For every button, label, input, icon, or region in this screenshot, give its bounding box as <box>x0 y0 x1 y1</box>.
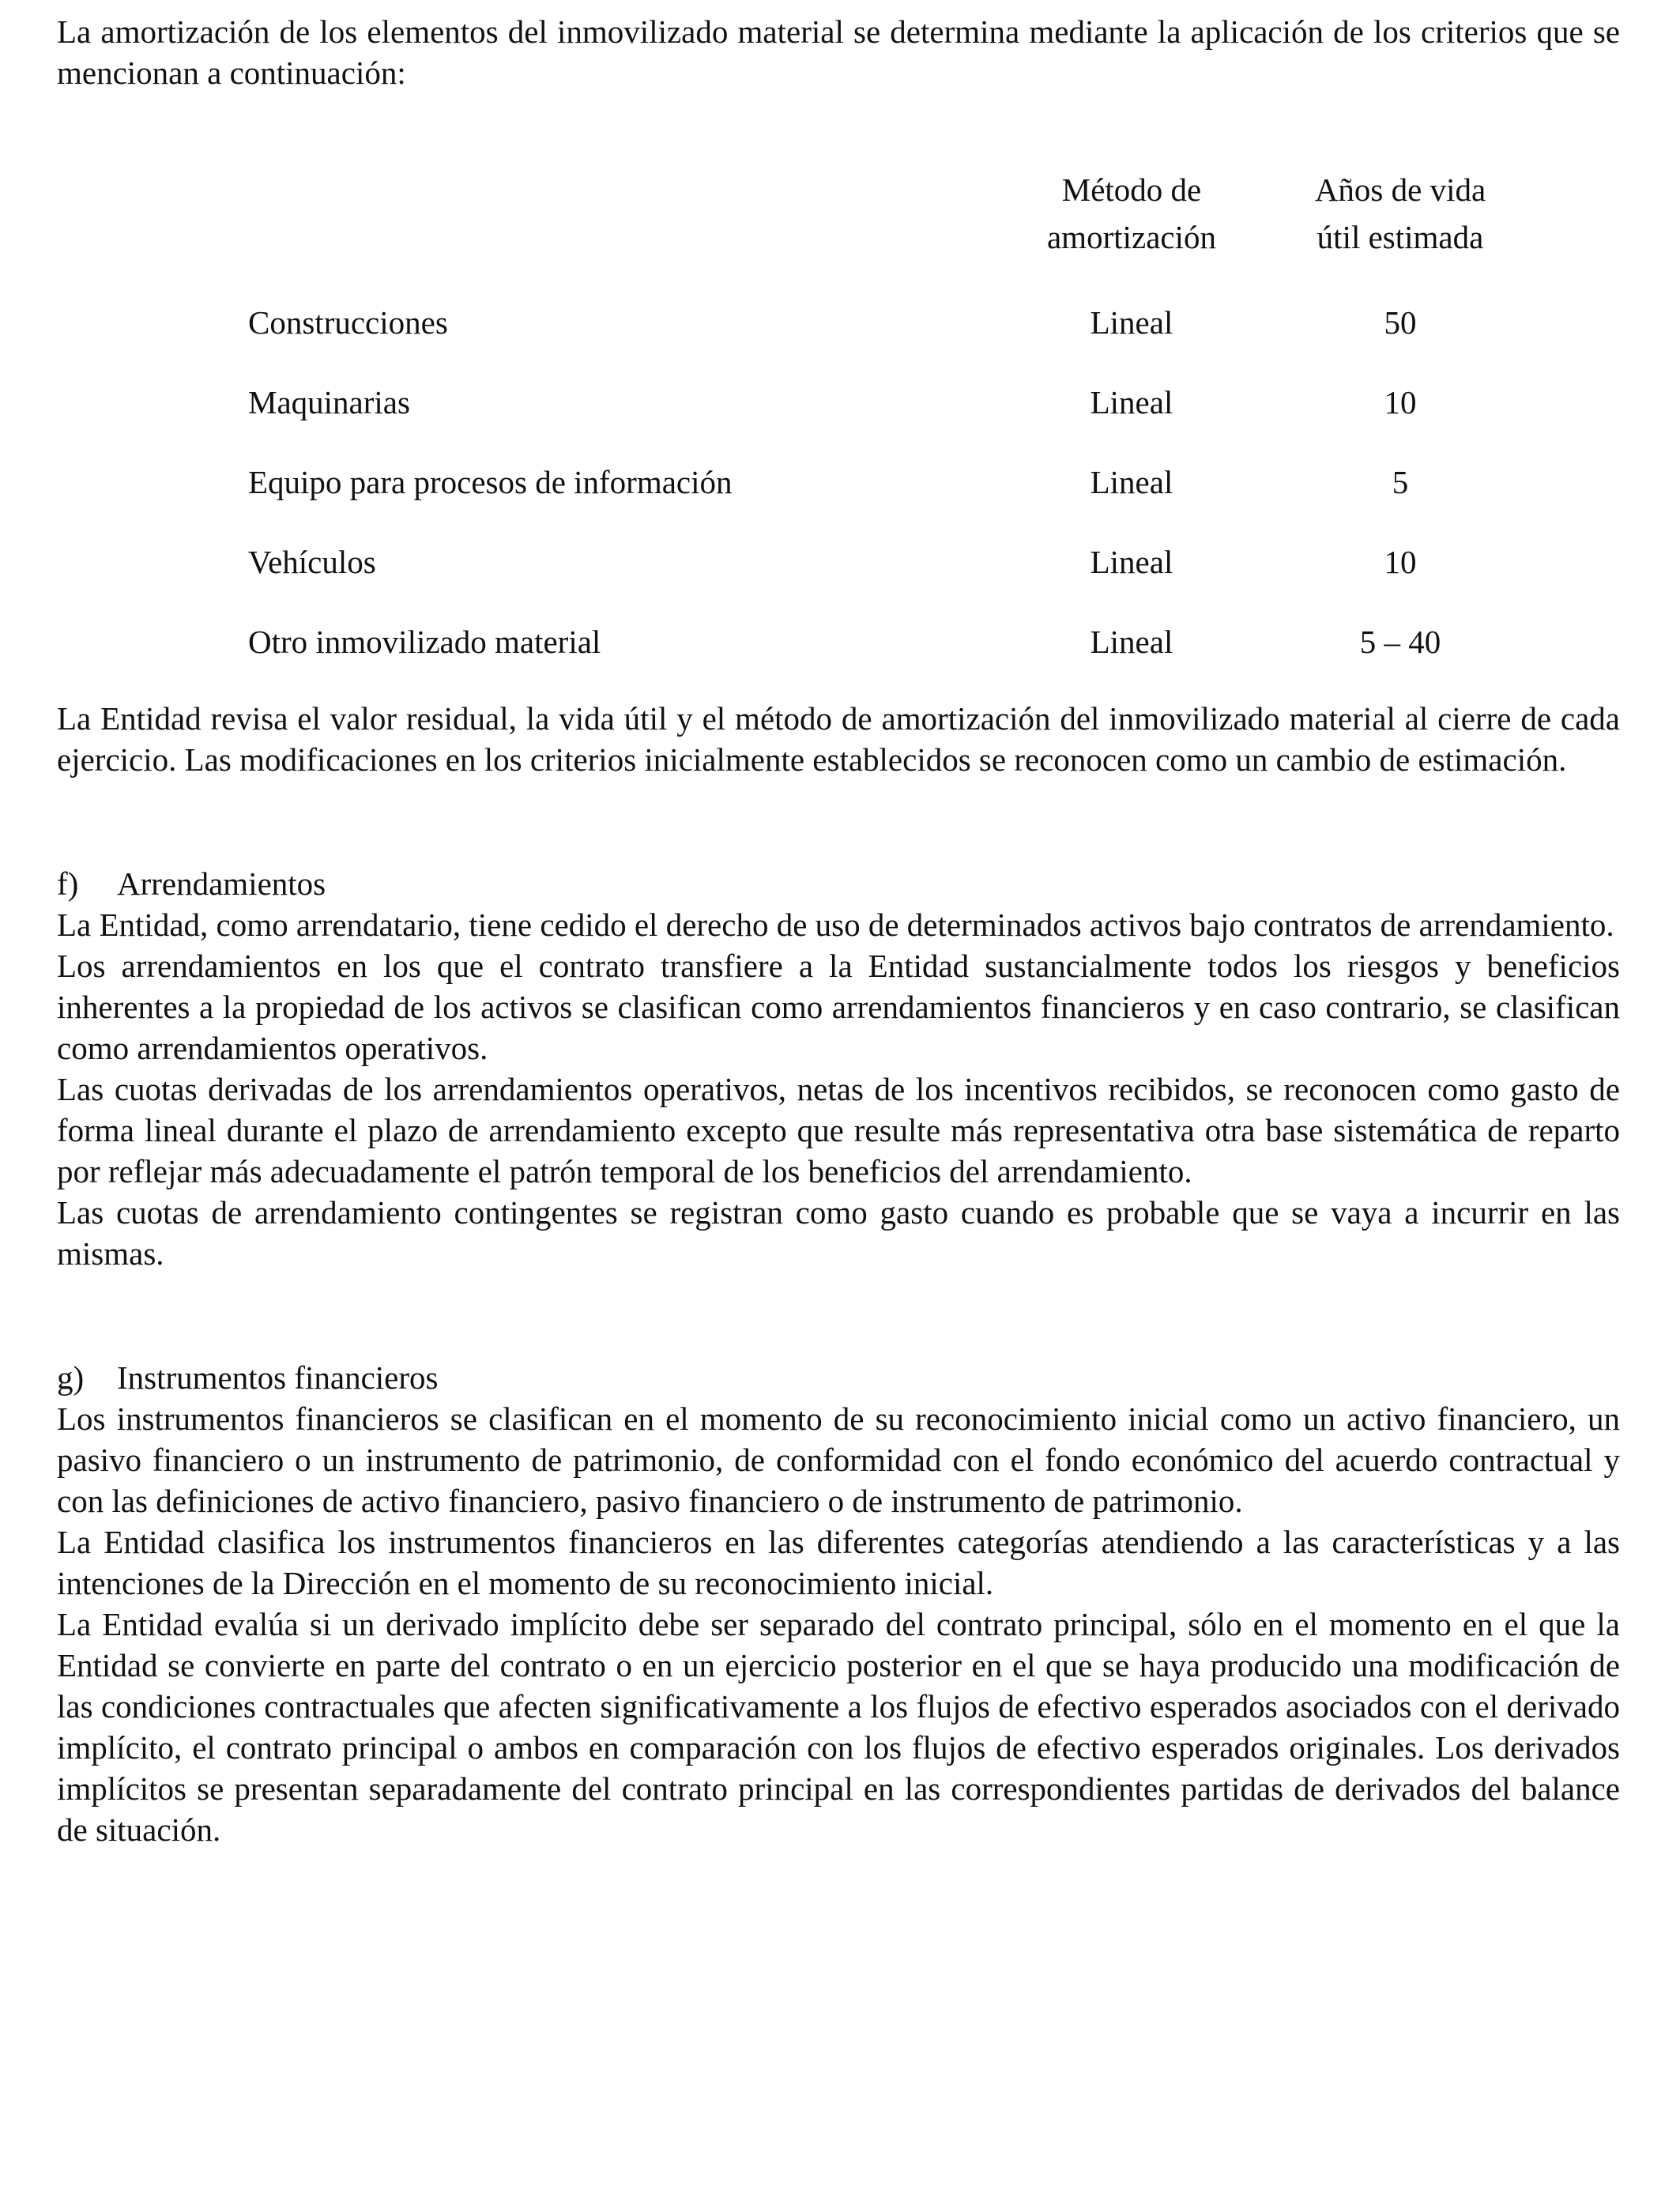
section-heading-leases <box>57 863 1620 904</box>
table-row <box>57 458 1620 538</box>
row-years: 5 – 40 <box>1359 624 1441 660</box>
row-label: Construcciones <box>248 304 448 341</box>
row-method: Lineal <box>1090 464 1173 500</box>
review-paragraph: La Entidad revisa el valor residual, la vida útil y el método de amortización del inmovilizado material al cierre de cada ejercicio. Las modificaciones en los criterios inicialmente establecidos se reconocen como un cambio de estimación. <box>57 700 1620 778</box>
intro-paragraph: La amortización de los elementos del inmovilizado material se determina mediante la aplicación de los criterios que se mencionan a continuación: <box>57 13 1620 91</box>
table-row <box>57 299 1620 379</box>
column-header-method-line2: amortización <box>1046 219 1216 255</box>
depreciation-table-header <box>57 166 1620 285</box>
row-years: 10 <box>1384 544 1417 580</box>
table-row <box>57 379 1620 458</box>
leases-paragraph: Las cuotas derivadas de los arrendamientos operativos, netas de los incentivos recibidos, se reconocen como gasto de forma lineal durante el plazo de arrendamiento excepto que resulte más representativa otra base sistemática de reparto por reflejar más adecuadamente el patrón temporal de los beneficios del arrendamiento. <box>57 1071 1620 1189</box>
section-letter: g) <box>57 1359 85 1396</box>
leases-paragraph: La Entidad, como arrendatario, tiene cedido el derecho de uso de determinados activos bajo contratos de arrendamiento. <box>57 907 1614 943</box>
row-years: 5 <box>1392 464 1409 500</box>
leases-paragraph: Los arrendamientos en los que el contrato transfiere a la Entidad sustancialmente todos los riesgos y beneficios inherentes a la propiedad de los activos se clasifican como arrendamientos financieros y en caso contrario, se clasifican como arrendamientos operativos. <box>57 948 1620 1066</box>
table-row <box>57 538 1620 618</box>
leases-paragraph: Las cuotas de arrendamiento contingentes se registran como gasto cuando es probable que se vaya a incurrir en las mismas. <box>57 1194 1620 1272</box>
row-label: Maquinarias <box>248 384 410 420</box>
row-label: Otro inmovilizado material <box>248 624 601 660</box>
row-label: Vehículos <box>248 544 376 580</box>
row-method: Lineal <box>1090 384 1173 420</box>
section-title: Arrendamientos <box>117 865 326 902</box>
section-letter: f) <box>57 865 79 902</box>
column-header-years-line2: útil estimada <box>1317 219 1484 255</box>
table-row <box>57 618 1620 698</box>
depreciation-table-body <box>57 299 1620 698</box>
row-label: Equipo para procesos de información <box>248 464 733 500</box>
row-years: 10 <box>1384 384 1417 420</box>
row-method: Lineal <box>1090 304 1173 341</box>
row-years: 50 <box>1384 304 1417 341</box>
financial-instruments-paragraph: Los instrumentos financieros se clasifican en el momento de su reconocimiento inicial como un activo financiero, un pasivo financiero o un instrumento de patrimonio, de conformidad con el fondo económico del acuerdo contractual y con las definiciones de activo financiero, pasivo financiero o de instrumento de patrimonio. <box>57 1400 1620 1519</box>
document-page <box>57 11 1620 1850</box>
section-title: Instrumentos financieros <box>117 1359 439 1396</box>
column-header-method-line1: Método de <box>1061 172 1202 208</box>
column-header-years <box>1234 166 1566 261</box>
column-header-years-line1: Años de vida <box>1314 172 1486 208</box>
row-method: Lineal <box>1090 624 1173 660</box>
financial-instruments-paragraph: La Entidad clasifica los instrumentos financieros en las diferentes categorías atendiendo a las características y a las intenciones de la Dirección en el momento de su reconocimiento inicial. <box>57 1524 1620 1601</box>
row-method: Lineal <box>1090 544 1173 580</box>
financial-instruments-paragraph: La Entidad evalúa si un derivado implícito debe ser separado del contrato principal, sólo en el momento en el que la Entidad se convierte en parte del contrato o en un ejercicio posterior en el que se haya producido una modificación de las condiciones contractuales que afecten significativamente a los flujos de efectivo esperados asociados con el derivado implícito, el contrato principal o ambos en comparación con los flujos de efectivo esperados originales. Los derivados implícitos se presentan separadamente del contrato principal en las correspondientes partidas de derivados del balance de situación. <box>57 1606 1620 1848</box>
section-heading-financial-instruments <box>57 1357 1620 1398</box>
